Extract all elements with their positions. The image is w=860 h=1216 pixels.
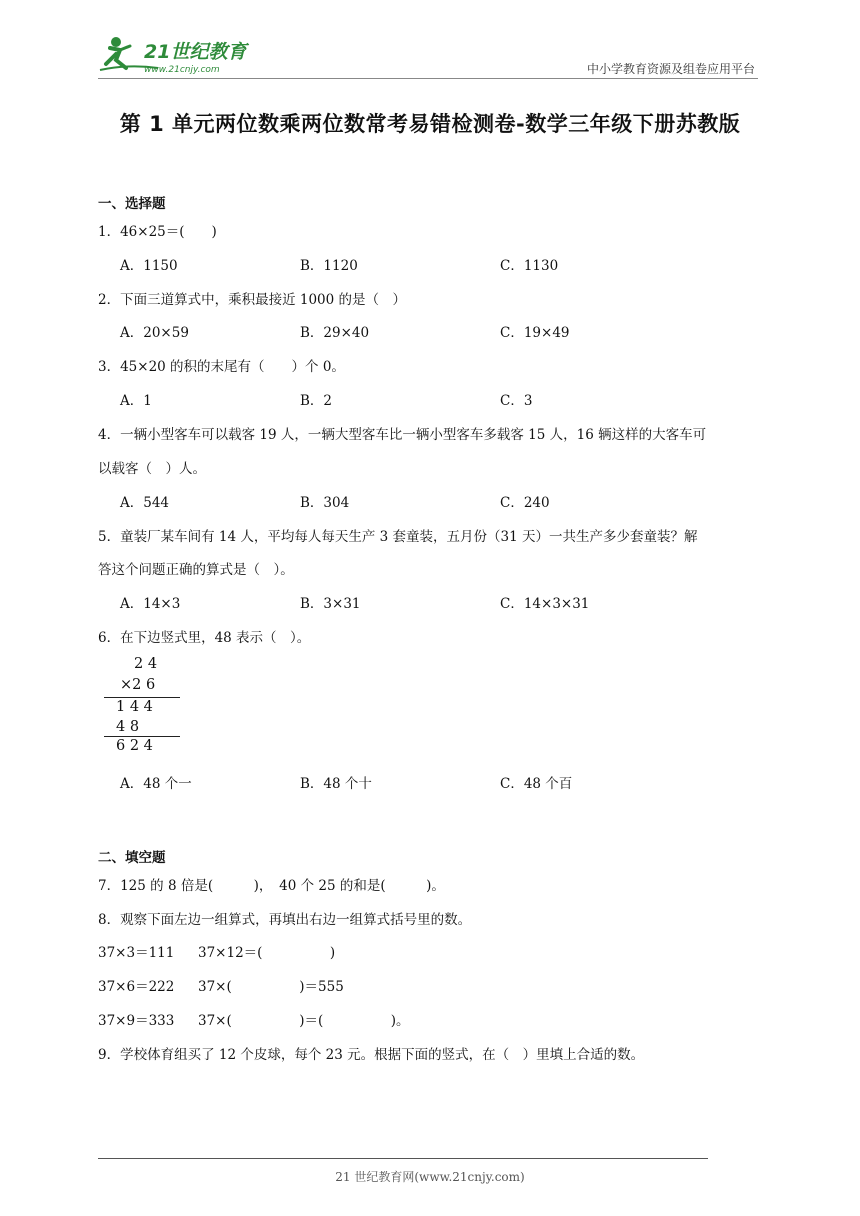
question-5-stem-line2: 答这个问题正确的算式是（ ）。 [98,562,294,578]
q8-left-3: 37×9＝333 [98,1013,175,1029]
question-6-stem: 6．在下边竖式里，48 表示（ ）。 [98,630,311,646]
question-5-stem-line1: 5．童装厂某车间有 14 人，平均每人每天生产 3 套童装，五月份（31 天）一共生产多少套童装？解 [98,529,698,545]
q2-option-b: B．29×40 [300,325,370,341]
calc-row-multiplier: ×2 6 [120,677,156,693]
q5-option-a: A．14×3 [120,596,181,612]
calc-row-partial-1: 1 4 4 [116,699,153,715]
question-7-stem: 7．125 的 8 倍是( )， 40 个 25 的和是( )。 [98,878,445,894]
q3-option-b: B．2 [300,393,333,409]
question-2-stem: 2．下面三道算式中，乘积最接近 1000 的是（ ） [98,292,407,308]
header-tagline: 中小学教育资源及组卷应用平台 [586,62,755,76]
question-9-stem: 9．学校体育组买了 12 个皮球，每个 23 元。根据下面的竖式，在（ ）里填上合适的数。 [98,1047,645,1063]
q4-option-a: A．544 [120,495,170,511]
q8-left-1: 37×3＝111 [98,945,175,961]
q4-option-c: C．240 [500,495,550,511]
q8-right-2: 37×( )＝555 [198,979,344,995]
q1-option-b: B．1120 [300,258,358,274]
q8-right-3: 37×( )＝( )。 [198,1013,410,1029]
question-4-stem-line2: 以载客（ ）人。 [98,461,206,477]
calc-rule-2 [104,736,180,737]
q5-option-c: C．14×3×31 [500,596,590,612]
footer-divider [98,1158,708,1159]
vertical-multiplication [100,656,190,756]
q3-option-a: A．1 [120,393,152,409]
q2-option-c: C．19×49 [500,325,570,341]
page-title: 第 1 单元两位数乘两位数常考易错检测卷-数学三年级下册苏教版 [119,112,741,136]
footer-text: 21 世纪教育网(www.21cnjy.com) [335,1170,525,1184]
q8-right-1: 37×12＝( ) [198,945,336,961]
calc-rule-1 [104,697,180,698]
site-logo [98,34,258,78]
question-1-stem: 1．46×25＝( ) [98,224,217,240]
q6-option-b: B．48 个十 [300,776,372,792]
q1-option-a: A．1150 [120,258,178,274]
q6-option-c: C．48 个百 [500,776,573,792]
section-heading-choice: 一、选择题 [98,196,166,212]
q1-option-c: C．1130 [500,258,559,274]
q2-option-a: A．20×59 [120,325,189,341]
question-3-stem: 3．45×20 的积的末尾有（ ）个 0。 [98,359,345,375]
question-4-stem-line1: 4．一辆小型客车可以载客 19 人，一辆大型客车比一辆小型客车多载客 15 人，16 辆这样的大客车可 [98,427,707,443]
q4-option-b: B．304 [300,495,350,511]
calc-row-product: 6 2 4 [116,738,153,754]
logo-url: www.21cnjy.com [144,65,220,75]
calc-row-multiplicand: 2 4 [134,656,158,672]
q3-option-c: C．3 [500,393,533,409]
q5-option-b: B．3×31 [300,596,361,612]
q8-left-2: 37×6＝222 [98,979,175,995]
section-heading-fill: 二、填空题 [98,850,166,866]
calc-row-partial-2: 4 8 [116,719,140,735]
logo-text: 21世纪教育 [144,41,247,63]
question-8-stem: 8．观察下面左边一组算式，再填出右边一组算式括号里的数。 [98,912,472,928]
header-divider [98,78,758,79]
q6-option-a: A．48 个一 [120,776,192,792]
